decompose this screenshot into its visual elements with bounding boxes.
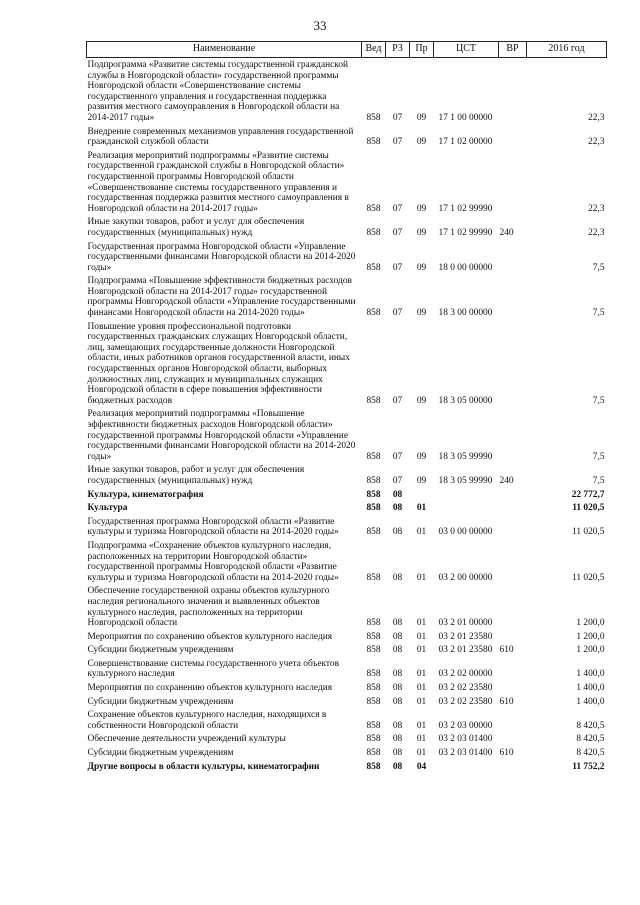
table-row [87, 320, 607, 408]
cell-vr [499, 630, 527, 644]
cell-vr [499, 584, 527, 629]
cell-pr: 01 [416, 618, 427, 629]
cell-pr: 01 [416, 748, 427, 759]
cell-name: Государственная программа Новгородской области «Управление государственными финансами Новгородской области на 2014-2020 годы» [87, 241, 356, 273]
table-row [87, 695, 607, 709]
cell-vr: 240 [499, 475, 514, 486]
cell-cst: 03 2 00 00000 [438, 572, 493, 583]
cell-ved: 858 [366, 618, 381, 629]
table-row [87, 657, 607, 681]
cell-cst: 18 3 05 00000 [438, 395, 493, 406]
cell-cst [434, 488, 499, 502]
cell-cst: 03 2 03 01400 [438, 734, 493, 745]
table-row [87, 58, 607, 125]
cell-vr [499, 515, 527, 539]
cell-name: Мероприятия по сохранению объектов культурного наследия [87, 683, 333, 694]
cell-vr [499, 760, 527, 774]
cell-name: Субсидии бюджетным учреждениям [87, 748, 234, 759]
table-row [87, 515, 607, 539]
cell-vr: 240 [499, 227, 514, 238]
cell-rz: 07 [392, 203, 403, 214]
header-rz: РЗ [386, 42, 410, 58]
cell-ved: 858 [366, 262, 381, 273]
cell-sum: 1 200,0 [576, 631, 605, 642]
cell-cst: 03 0 00 00000 [438, 527, 493, 538]
header-name: Наименование [87, 42, 362, 58]
cell-vr: 610 [499, 645, 514, 656]
cell-sum: 7,5 [592, 308, 605, 319]
cell-rz: 07 [392, 137, 403, 148]
cell-pr: 09 [416, 395, 427, 406]
table-row [87, 240, 607, 275]
table-row [87, 125, 607, 149]
cell-sum: 22,3 [588, 137, 605, 148]
table-row [87, 708, 607, 732]
table-row [87, 746, 607, 760]
cell-cst: 18 3 00 00000 [438, 308, 493, 319]
cell-ved: 858 [366, 631, 381, 642]
cell-sum: 7,5 [592, 395, 605, 406]
cell-name: Государственная программа Новгородской области «Развитие культуры и туризма Новгородской области на 2014-2020 годы» [87, 516, 339, 538]
cell-cst: 17 1 02 99990 [438, 227, 493, 238]
cell-cst: 03 2 03 00000 [438, 720, 493, 731]
table-row [87, 215, 607, 239]
cell-rz: 08 [392, 748, 403, 759]
cell-cst: 18 3 05 99990 [438, 475, 493, 486]
cell-cst: 03 2 01 23580 [438, 645, 493, 656]
cell-rz: 07 [392, 395, 403, 406]
cell-rz: 08 [392, 527, 403, 538]
cell-name: Иные закупки товаров, работ и услуг для обеспечения государственных (муниципальных) нужд [87, 465, 305, 486]
table-row [87, 643, 607, 657]
cell-cst: 18 3 05 99990 [438, 451, 493, 462]
cell-sum: 22 772,7 [571, 489, 605, 500]
cell-pr: 09 [416, 137, 427, 148]
cell-sum: 11 020,5 [572, 572, 605, 583]
cell-ved: 858 [366, 227, 381, 238]
cell-name: Совершенствование системы государственного учета объектов культурного наследия [87, 658, 340, 680]
cell-vr: 610 [499, 748, 514, 759]
cell-vr [499, 320, 527, 408]
cell-pr: 09 [416, 451, 427, 462]
cell-sum: 7,5 [592, 475, 605, 486]
cell-pr: 01 [416, 631, 427, 642]
cell-sum: 8 420,5 [576, 734, 605, 745]
cell-rz: 08 [392, 489, 403, 500]
cell-vr [499, 732, 527, 746]
table-body [87, 58, 607, 774]
cell-pr [410, 488, 434, 502]
table-row [87, 463, 607, 487]
table-row [87, 274, 607, 319]
table-row [87, 149, 607, 216]
table-row [87, 488, 607, 502]
cell-sum: 8 420,5 [576, 748, 605, 759]
cell-sum: 22,3 [588, 112, 605, 123]
cell-vr [499, 708, 527, 732]
page-number: 33 [313, 18, 327, 33]
header-ved: Вед [362, 42, 386, 58]
table-row [87, 407, 607, 463]
cell-name: Подпрограмма «Сохранение объектов культурного наследия, расположенных на территории Новгородской области» государственной программы Новгородской области «Развитие культуры и туризма Новгородской области на 2014-2020 годы» [87, 540, 339, 583]
cell-cst: 17 1 02 00000 [438, 137, 493, 148]
table-row [87, 732, 607, 746]
cell-ved: 858 [366, 527, 381, 538]
cell-pr: 04 [416, 761, 427, 772]
cell-pr: 01 [416, 572, 427, 583]
cell-rz: 08 [392, 696, 403, 707]
cell-cst: 17 1 02 99990 [438, 203, 493, 214]
cell-pr: 09 [416, 227, 427, 238]
budget-table [86, 41, 607, 773]
cell-name: Субсидии бюджетным учреждениям [87, 645, 234, 656]
cell-name: Культура, кинематография [87, 489, 204, 500]
cell-rz: 08 [392, 734, 403, 745]
table-row [87, 584, 607, 629]
cell-name: Повышение уровня профессиональной подготовки государственных гражданских служащих Новгородской области, лиц, замещающих государственные должности Новгородской области, иных работников органов государственной власти, иных государственных органов Новгородской области, выборных должностных лиц, служащих и муниципальных служащих Новгородской области в сфере повышения эффективности бюджетных расходов [87, 321, 350, 406]
cell-rz: 08 [392, 503, 403, 514]
cell-sum: 22,3 [588, 227, 605, 238]
cell-rz: 07 [392, 308, 403, 319]
cell-cst: 03 2 02 00000 [438, 669, 493, 680]
cell-name: Субсидии бюджетным учреждениям [87, 696, 234, 707]
cell-vr [499, 501, 527, 515]
cell-name: Внедрение современных механизмов управления государственной гражданской службой области [87, 126, 354, 148]
cell-name: Иные закупки товаров, работ и услуг для обеспечения государственных (муниципальных) нужд [87, 217, 305, 238]
cell-rz: 08 [392, 683, 403, 694]
cell-sum: 8 420,5 [576, 720, 605, 731]
cell-pr: 09 [416, 203, 427, 214]
cell-vr [499, 240, 527, 275]
cell-ved: 858 [366, 203, 381, 214]
cell-ved: 858 [366, 475, 381, 486]
cell-name: Сохранение объектов культурного наследия, находящихся в собственности Новгородской области [87, 710, 327, 731]
cell-vr [499, 681, 527, 695]
cell-name: Подпрограмма «Повышение эффективности бюджетных расходов Новгородской области на 2014-2017 годы» государственной программы Новгородской области «Управление государственными финансами Новгородской области на 2014-2020 годы» [87, 276, 356, 319]
cell-ved: 858 [366, 748, 381, 759]
cell-vr [499, 539, 527, 584]
cell-name: Реализация мероприятий подпрограммы «Развитие системы государственной гражданской службы в Новгородской области» государственной программы Новгородской области «Совершенствование системы государственного управления и государственная поддержка развития местного самоуправления в Новгородской области на 2014-2017 годы» [87, 150, 349, 214]
cell-ved: 858 [366, 137, 381, 148]
cell-pr: 01 [416, 696, 427, 707]
cell-cst: 18 0 00 00000 [438, 262, 493, 273]
header-cst: ЦСТ [434, 42, 499, 58]
cell-pr: 01 [416, 527, 427, 538]
cell-rz: 08 [392, 669, 403, 680]
cell-vr [499, 149, 527, 216]
cell-sum: 7,5 [592, 451, 605, 462]
cell-vr [499, 58, 527, 125]
cell-ved: 858 [366, 683, 381, 694]
cell-vr [499, 407, 527, 463]
cell-name: Реализация мероприятий подпрограммы «Повышение эффективности бюджетных расходов Новгородской области» государственной программы Новгородской области «Управление государственными финансами Новгородской области на 2014-2020 годы» [87, 409, 356, 462]
cell-cst: 17 1 00 00000 [438, 112, 493, 123]
cell-pr: 01 [416, 503, 427, 514]
cell-vr [499, 488, 527, 502]
cell-ved: 858 [366, 395, 381, 406]
cell-pr: 01 [416, 734, 427, 745]
cell-cst: 03 2 01 00000 [438, 618, 493, 629]
table-row [87, 501, 607, 515]
cell-ved: 858 [366, 734, 381, 745]
cell-rz: 07 [392, 451, 403, 462]
cell-pr: 09 [416, 262, 427, 273]
cell-ved: 858 [366, 451, 381, 462]
cell-cst: 03 2 03 01400 [438, 748, 493, 759]
cell-sum: 11 020,5 [572, 503, 605, 514]
cell-sum: 1 400,0 [576, 669, 605, 680]
table-header [87, 42, 607, 58]
table-row [87, 760, 607, 774]
cell-ved: 858 [366, 669, 381, 680]
cell-rz: 08 [392, 631, 403, 642]
cell-pr: 01 [416, 645, 427, 656]
cell-rz: 08 [392, 572, 403, 583]
cell-rz: 07 [392, 475, 403, 486]
cell-pr: 09 [416, 475, 427, 486]
cell-cst [434, 760, 499, 774]
cell-pr: 09 [416, 308, 427, 319]
cell-sum: 1 200,0 [576, 618, 605, 629]
cell-ved: 858 [366, 572, 381, 583]
cell-name: Обеспечение деятельности учреждений культуры [87, 734, 286, 745]
cell-ved: 858 [366, 720, 381, 731]
cell-sum: 1 200,0 [576, 645, 605, 656]
cell-rz: 07 [392, 112, 403, 123]
table-row [87, 681, 607, 695]
cell-cst: 03 2 01 23580 [438, 631, 493, 642]
header-sum: 2016 год [527, 42, 607, 58]
cell-vr [499, 274, 527, 319]
cell-name: Подпрограмма «Развитие системы государственной гражданской службы в Новгородской области» государственной программы Новгородской области «Совершенствование системы государственного управления и государственная поддержка развития местного самоуправления в Новгородской области на 2014-2017 годы» [87, 60, 349, 123]
cell-rz: 08 [392, 618, 403, 629]
cell-name: Обеспечение государственной охраны объектов культурного наследия регионального значения и выявленных объектов культурного наследия, расположенных на территории Новгородской области [87, 586, 330, 629]
cell-rz: 07 [392, 262, 403, 273]
cell-ved: 858 [366, 112, 381, 123]
header-vr: ВР [499, 42, 527, 58]
cell-ved: 858 [366, 645, 381, 656]
cell-vr: 610 [499, 696, 514, 707]
cell-name: Мероприятия по сохранению объектов культурного наследия [87, 631, 333, 642]
cell-cst [434, 501, 499, 515]
cell-ved: 858 [366, 503, 381, 514]
cell-pr: 01 [416, 669, 427, 680]
cell-ved: 858 [366, 761, 381, 772]
cell-rz: 08 [392, 761, 403, 772]
cell-sum: 7,5 [592, 262, 605, 273]
cell-pr: 01 [416, 720, 427, 731]
cell-pr: 01 [416, 683, 427, 694]
cell-cst: 03 2 02 23580 [438, 683, 493, 694]
cell-rz: 08 [392, 720, 403, 731]
table-row [87, 630, 607, 644]
cell-rz: 07 [392, 227, 403, 238]
cell-vr [499, 657, 527, 681]
cell-sum: 22,3 [588, 203, 605, 214]
cell-ved: 858 [366, 696, 381, 707]
cell-name: Другие вопросы в области культуры, кинематографии [87, 761, 320, 772]
table-row [87, 539, 607, 584]
cell-ved: 858 [366, 308, 381, 319]
cell-sum: 1 400,0 [576, 683, 605, 694]
cell-sum: 1 400,0 [576, 696, 605, 707]
cell-sum: 11 020,5 [572, 527, 605, 538]
cell-ved: 858 [366, 489, 381, 500]
cell-cst: 03 2 02 23580 [438, 696, 493, 707]
cell-vr [499, 125, 527, 149]
cell-sum: 11 752,2 [572, 761, 605, 772]
cell-rz: 08 [392, 645, 403, 656]
header-pr: Пр [410, 42, 434, 58]
cell-name: Культура [87, 503, 128, 514]
cell-pr: 09 [416, 112, 427, 123]
